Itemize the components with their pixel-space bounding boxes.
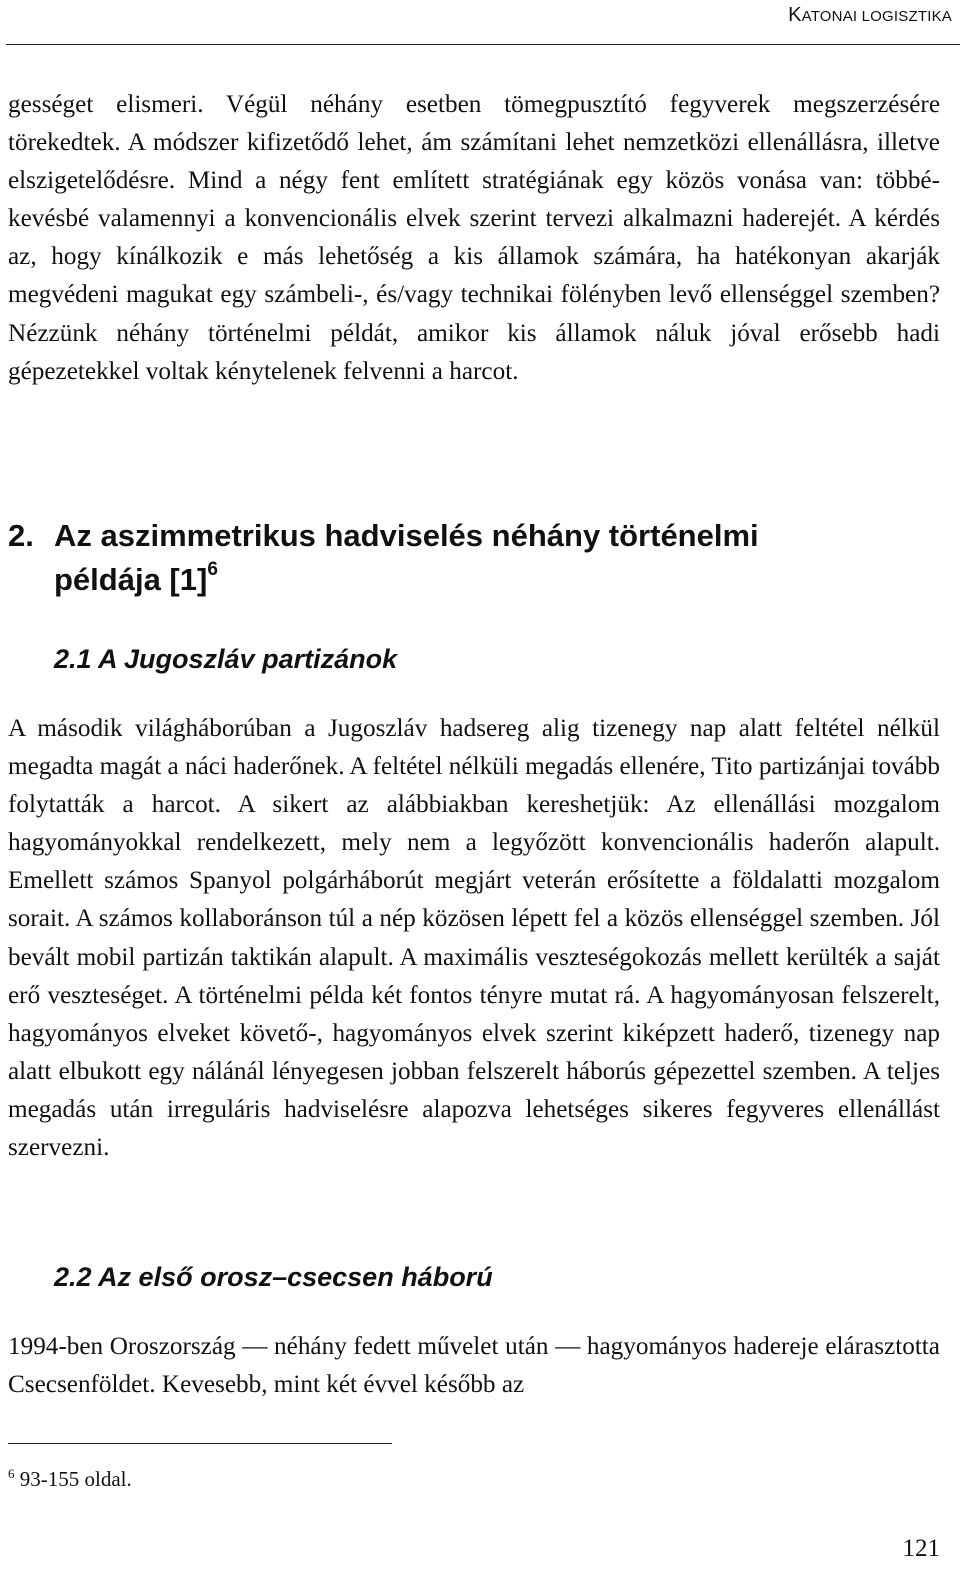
intro-paragraph: gességet elismeri. Végül néhány esetben tömegpusztító fegyverek megszerzésére törekedtek. A módszer kifizetődő lehet, ám számítani lehet nemzetközi ellenállásra, illetve elszigetelődésre. Mind a négy fent említett stratégiának egy közös vonása van: többé-kevésbé valamennyi a konvencionális elvek szerint tervezi alkalmazni haderejét. A kérdés az, hogy kínálkozik e más lehetőség a kis államok számára, ha hatékonyan akarják megvédeni magukat egy számbeli-, és/vagy technikai fölényben levő ellenséggel szemben? Nézzünk néhány történelmi példát, amikor kis államok náluk jóval erősebb hadi gépezetekkel voltak kénytelenek felvenni a harcot. bbox=[8, 91, 940, 385]
csecsen-paragraph: 1994-ben Oroszország — néhány fedett művelet után — hagyományos hadereje elárasztotta Csecsenföldet. Kevesebb, mint két évvel később az bbox=[8, 1333, 940, 1399]
running-header bbox=[0, 4, 952, 27]
subsection-title: A Jugoszláv partizánok bbox=[98, 644, 398, 674]
section-heading bbox=[8, 514, 759, 602]
section-title-line2-wrap bbox=[8, 558, 759, 602]
section-number: 2. bbox=[8, 518, 34, 553]
footnote-divider bbox=[8, 1443, 392, 1444]
footnote bbox=[8, 1466, 132, 1492]
subsection-number: 2.1 bbox=[54, 644, 92, 674]
subsection-heading-jugoszlav bbox=[54, 642, 397, 676]
footnote-marker: 6 bbox=[8, 1466, 15, 1481]
subsection-heading-csecsen bbox=[54, 1260, 493, 1294]
page-number: 121 bbox=[902, 1535, 940, 1562]
footnote-reference[interactable]: 6 bbox=[207, 559, 218, 580]
jugoszlav-paragraph: A második világháborúban a Jugoszláv hadsereg alig tizenegy nap alatt feltétel nélkül megadta magát a náci haderőnek. A feltétel nélküli megadás ellenére, Tito partizánjai tovább folytatták a harcot. A sikert az alábbiakban kereshetjük: Az ellenállási mozgalom hagyományokkal rendelkezett, mely nem a legyőzött konvencionális haderőn alapult. Emellett számos Spanyol polgárháborút megjárt veterán erősítette a földalatti mozgalom sorait. A számos kollaboránson túl a nép közösen lépett fel a közös ellenséggel szemben. Jól bevált mobil partizán taktikán alapult. A maximális veszteségokozás mellett kerülték a saját erő veszteséget. A történelmi példa két fontos tényre mutat rá. A hagyományosan felszerelt, hagyományos elveket követő-, hagyományos elvek szerint kiképzett haderő, tizenegy nap alatt elbukott egy nálánál lényegesen jobban felszerelt háborús gépezettel szemben. A teljes megadás után irreguláris hadviselésre alapozva lehetséges sikeres fegyveres ellenállást szervezni. bbox=[8, 715, 940, 1162]
header-divider bbox=[6, 44, 960, 45]
subsection-title: Az első orosz–csecsen háború bbox=[98, 1262, 493, 1292]
section-title-line2: példája [1] bbox=[54, 562, 208, 597]
footnote-text: 93-155 oldal. bbox=[19, 1467, 132, 1491]
running-header-initial: K bbox=[788, 4, 802, 26]
section-title-line1: Az aszimmetrikus hadviselés néhány történelmi bbox=[54, 518, 759, 553]
subsection-number: 2.2 bbox=[54, 1262, 92, 1292]
running-header-text: ATONAI LOGISZTIKA bbox=[801, 8, 952, 25]
